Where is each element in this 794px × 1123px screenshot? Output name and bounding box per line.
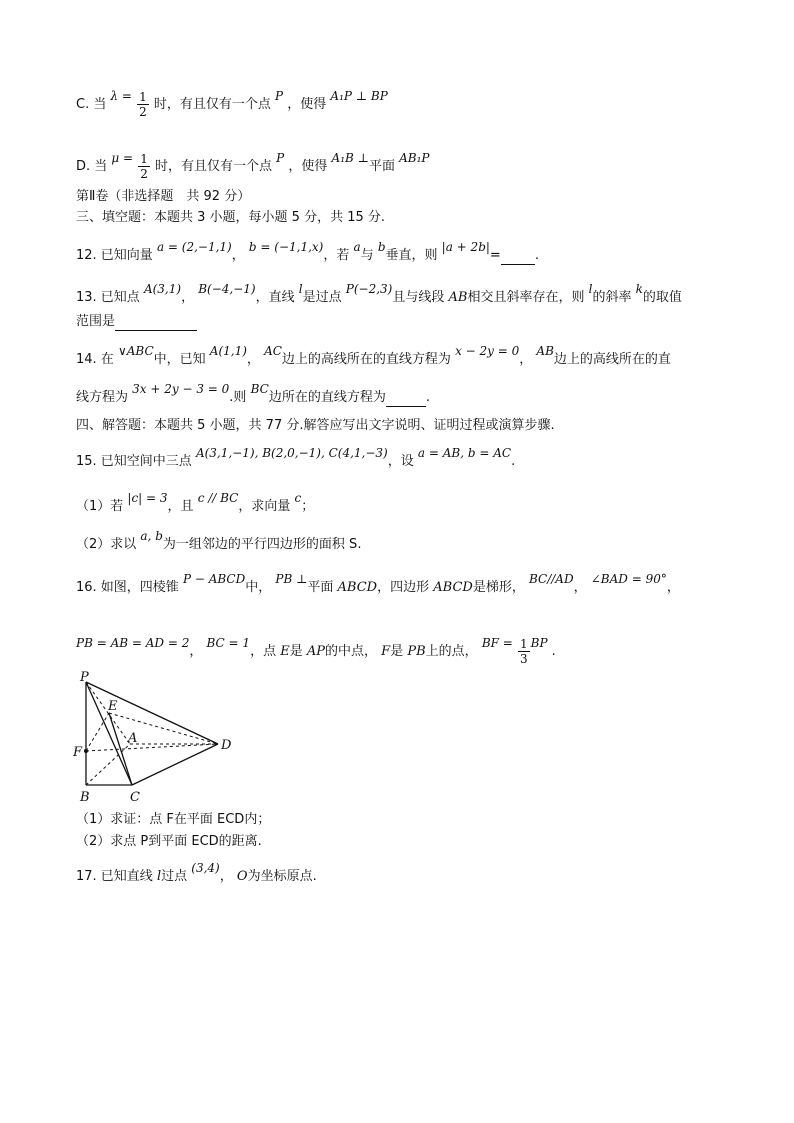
label-b: B [80,790,90,805]
fraction: $\frac{1}{3}$ [519,637,528,666]
pyramid-figure [70,670,240,805]
edge-fd [86,744,218,751]
part-4-heading: 四、解答题：本题共 5 小题，共 77 分.解答应写出文字说明、证明过程或演算步骤. [76,418,555,433]
question-13-line-2: 范围是 [76,313,197,331]
section-2-heading: 第Ⅱ卷（非选择题 共 92 分） [76,189,251,204]
edge-ed [109,713,218,744]
label-e: E [108,699,118,714]
label-a: A [128,731,138,746]
question-14: 14. 在 ∨ABC中，已知 A(1,1)， AC边上的高线所在的直线方程为 x − 2y = 0， AB边上的高线所在的直 [76,344,671,367]
question-15-part-2: （2）求以 a, b为一组邻边的平行四边形的面积 S. [76,529,362,552]
question-16-line-2: PB = AB = AD = 2， BC = 1，点 E是 AP的中点， F是 PB上的点， BF = $\frac{1}{3}$ BP . [76,636,556,666]
point-f [84,749,88,753]
question-16-part-1: （1）求证：点 F在平面 ECD内； [76,812,271,827]
question-12: 12. 已知向量 a = (2,−1,1)， b = (−1,1,x)，若 a与 b垂直，则 |a + 2b|= . [76,240,539,263]
question-16: 16. 如图，四棱锥 P − ABCD中， PB ⊥平面 ABCD，四边形 ABCD是梯形， BC//AD， ∠BAD = 90°， [76,572,680,595]
label-f: F [73,745,83,760]
edge-fe [86,713,109,751]
label-p: P [80,670,89,685]
edge-pc [86,682,132,785]
question-16-part-2: （2）求点 P到平面 ECD的距离. [76,834,262,849]
question-15-part-1: （1）若 |c| = 3，且 c // BC，求向量 c； [76,491,315,514]
answer-blank [501,250,535,265]
part-3-heading: 三、填空题：本题共 3 小题，每小题 5 分，共 15 分. [76,210,386,225]
option-c: C. 当 λ = $\frac{1}{2}$ 时，有且仅有一个点 P ，使得 A₁P ⊥ BP [76,89,388,119]
answer-blank [386,392,426,407]
question-14-line-2: 线方程为 3x + 2y − 3 = 0.则 BC边所在的直线方程为 . [76,382,430,405]
question-17: 17. 已知直线 l过点 (3,4)， O为坐标原点. [76,861,317,884]
fraction: $\frac{1}{2}$ [140,152,148,181]
edge-pd [86,682,218,744]
question-13: 13. 已知点 A(3,1)， B(−4,−1)，直线 l是过点 P(−2,3)且与线段 AB相交且斜率存在，则 l的斜率 k的取值 [76,282,682,305]
fraction: $\frac{1}{2}$ [139,90,147,119]
answer-blank [115,316,197,331]
edge-cd [132,744,218,785]
question-15: 15. 已知空间中三点 A(3,1,−1), B(2,0,−1), C(4,1,−3)，设 a = AB, b = AC. [76,446,516,469]
label-c: C [130,790,140,805]
label-d: D [221,738,232,753]
option-d: D. 当 μ = $\frac{1}{2}$ 时，有且仅有一个点 P ，使得 A₁B ⊥平面 AB₁P [76,151,430,181]
